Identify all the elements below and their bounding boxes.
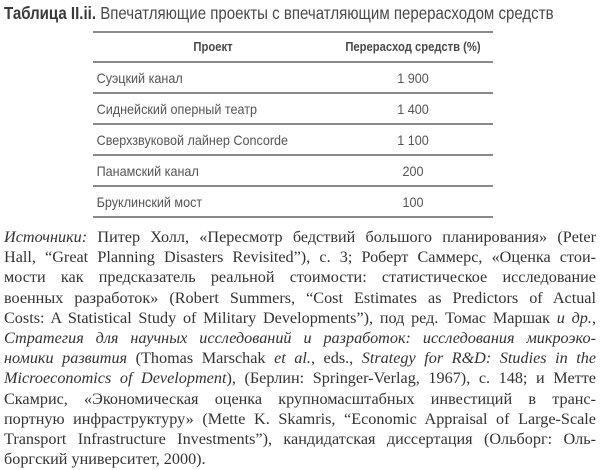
text: Hall, “Great Planning Disasters Revisited”), с. 3; Роберт Саммерс, «Оценка стои- [4, 248, 596, 267]
text: мости как предсказатель реальной стоимости: статистическое исследование [4, 268, 596, 287]
sources-line [4, 267, 596, 287]
project-name: Панамский канал [96, 162, 199, 179]
project-name: Сверхзвуковой лайнер Concorde [96, 131, 289, 148]
overrun-value: 100 [402, 193, 424, 210]
italic-text: Microeconomics of Development [4, 369, 227, 388]
text: военных разработок» (Robert Summers, “Cost Estimates as Predictors of Actual [4, 288, 596, 307]
overrun-value: 200 [402, 162, 424, 179]
sources-line [4, 449, 596, 469]
overrun-table [93, 31, 493, 218]
text: ), (Берлин: Springer-Verlag, 1967), с. 148; и Метте [226, 369, 596, 388]
overrun-value: 1 100 [397, 131, 429, 148]
project-name: Сиднейский оперный театр [96, 100, 258, 117]
italic-text: Источники: [4, 228, 88, 246]
table-header-row [93, 33, 493, 63]
text: , [591, 308, 596, 327]
sources-line [4, 389, 596, 409]
text: портную инфраструктуру» (Mette K. Skamris, “Economic Appraisal of Large-Scale [4, 409, 596, 428]
table-row [93, 187, 493, 218]
project-name: Бруклинский мост [96, 193, 203, 210]
text: (Thomas Marschak [127, 349, 275, 368]
sources-line [4, 288, 596, 308]
sources-line [4, 368, 596, 388]
italic-text: номики развития [4, 349, 128, 368]
table-row [93, 63, 493, 94]
italic-text: Стратегия для научных исследований и разработок: исследования микроэко- [4, 329, 596, 348]
header-overrun: Перерасход средств (%) [345, 40, 481, 54]
table-number-label: Таблица II.ii. [4, 3, 97, 23]
table-caption [4, 2, 554, 24]
overrun-value: 1 900 [397, 69, 429, 86]
sources-note [4, 227, 596, 469]
italic-text: et al. [274, 349, 311, 368]
italic-text: и др. [556, 308, 592, 327]
text: Скамрис, «Экономическая оценка крупномасштабных инвестиций в транс- [4, 389, 596, 408]
table-row [93, 94, 493, 125]
header-project: Проект [193, 40, 233, 54]
text: Питер Холл, «Пересмотр бедствий большого планирования» (Peter [87, 228, 596, 246]
sources-line [4, 409, 596, 429]
sources-line [4, 429, 596, 449]
sources-line [4, 348, 596, 368]
sources-line [4, 227, 596, 247]
overrun-value: 1 400 [397, 100, 429, 117]
table-title: Впечатляющие проекты с впечатляющим перерасходом средств [100, 3, 554, 23]
text: Transport Infrastructure Investments”), кандидатская диссертация (Ольборг: Оль- [4, 430, 596, 449]
project-name: Суэцкий канал [96, 69, 183, 86]
text: Costs: A Statistical Study of Military Developments”), под ред. Томас Маршак [4, 308, 557, 327]
sources-line [4, 247, 596, 267]
table-row [93, 125, 493, 156]
table-row [93, 156, 493, 187]
sources-line [4, 308, 596, 328]
sources-line [4, 328, 596, 348]
italic-text: Strategy for R&D: Studies in the [361, 349, 597, 368]
text: боргский университет, 2000). [4, 450, 206, 469]
text: , eds., [310, 349, 362, 368]
